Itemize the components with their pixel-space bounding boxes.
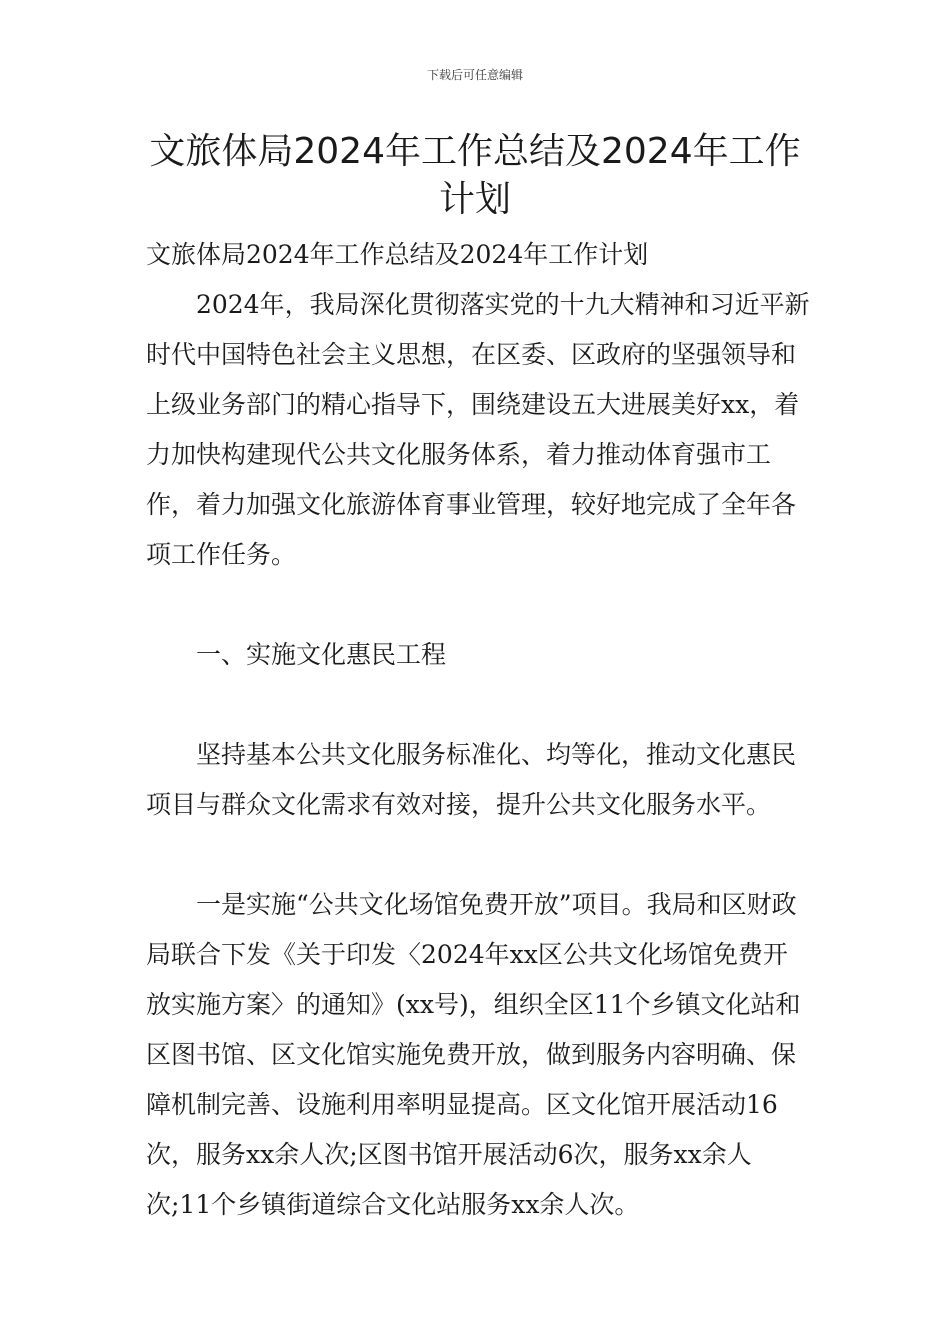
paragraph-standardization: 坚持基本公共文化服务标准化、均等化，推动文化惠民项目与群众文化需求有效对接，提升公共文化服务水平。	[146, 740, 797, 819]
document-subtitle: 文旅体局2024年工作总结及2024年工作计划	[146, 240, 649, 269]
paragraph-free-opening: 一是实施“公共文化场馆免费开放”项目。我局和区财政局联合下发《关于印发〈2024年xx区公共文化场馆免费开放实施方案〉的通知》(xx号)，组织全区11个乡镇文化站和区图书馆、区文化馆实施免费开放，做到服务内容明确、保障机制完善、设施利用率明显提高。区文化馆开展活动16次，服务xx余人次;区图书馆开展活动6次，服务xx余人次;11个乡镇街道综合文化站服务xx余人次。	[146, 890, 801, 1219]
paragraph-intro: 2024年，我局深化贯彻落实党的十九大精神和习近平新时代中国特色社会主义思想，在区委、区政府的坚强领导和上级业务部门的精心指导下，围绕建设五大进展美好xx，着力加快构建现代公共文化服务体系，着力推动体育强市工作，着力加强文化旅游体育事业管理，较好地完成了全年各项工作任务。	[146, 290, 810, 569]
document-title: 文旅体局2024年工作总结及2024年工作计划	[149, 131, 801, 220]
section-heading: 一、实施文化惠民工程	[196, 640, 447, 669]
header-note: 下载后可任意编辑	[426, 68, 523, 82]
document-body	[146, 230, 810, 1230]
